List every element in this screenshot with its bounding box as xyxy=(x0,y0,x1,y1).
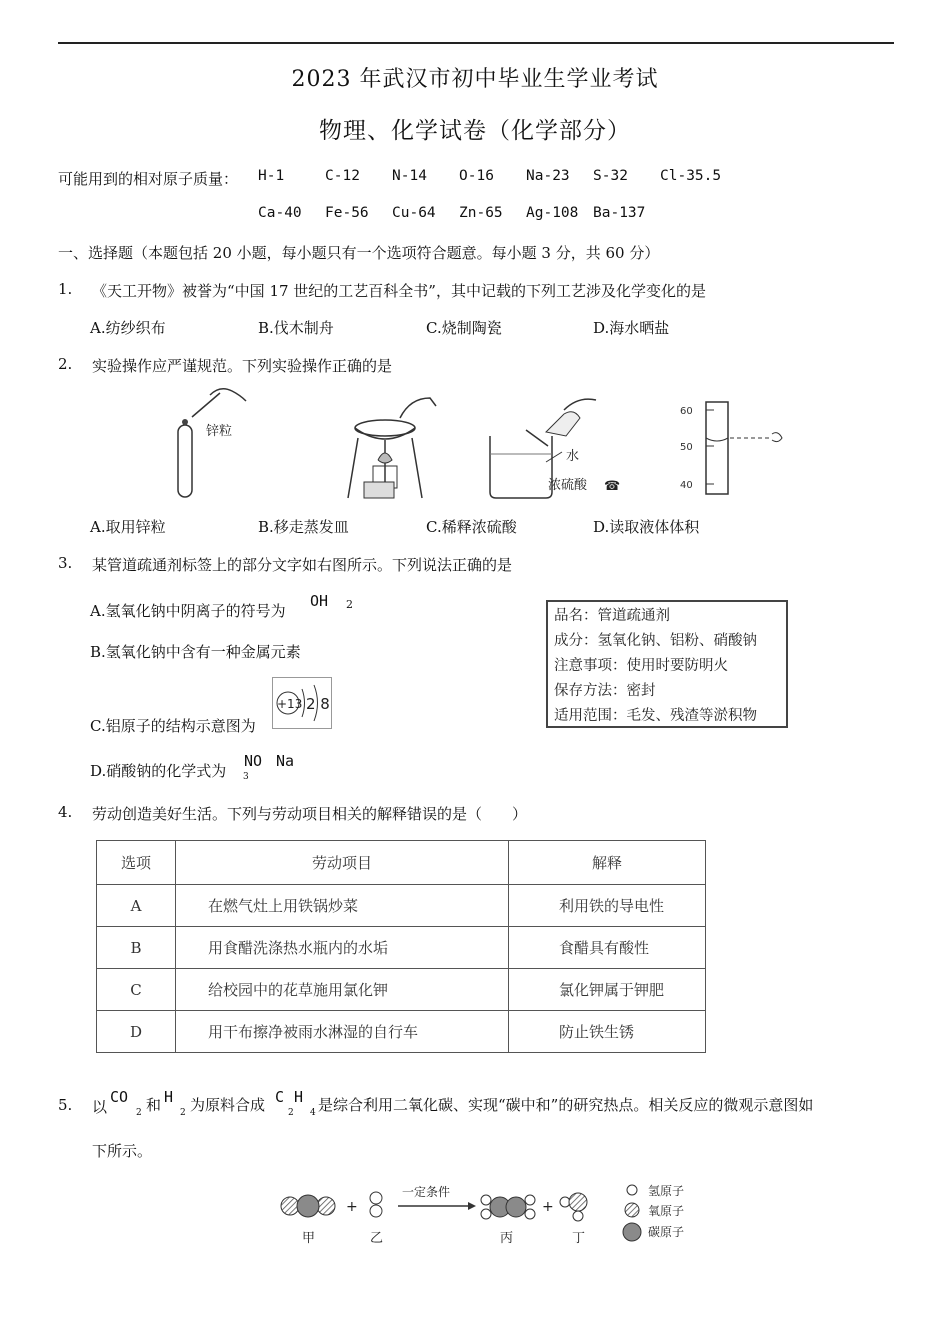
formula-c2h4-h: H xyxy=(294,1088,304,1106)
mass-zn: Zn-65 xyxy=(459,205,503,221)
label-yi: 乙 xyxy=(370,1231,384,1246)
q2-number: 2. xyxy=(58,355,73,373)
q3-option-c-text: C.铝原子的结构示意图为 xyxy=(90,717,256,735)
q2-option-b[interactable]: B.移走蒸发皿 xyxy=(258,518,349,536)
header-option: 选项 xyxy=(97,841,176,885)
q3-option-d[interactable] xyxy=(90,760,226,781)
label-jia: 甲 xyxy=(302,1231,316,1246)
formula-c2h4-sub2: 2 xyxy=(288,1108,294,1118)
q5-and: 和 xyxy=(146,1096,162,1114)
row-option: C xyxy=(97,969,176,1011)
label-bing: 丙 xyxy=(500,1231,514,1246)
formula-na: Na xyxy=(276,752,295,770)
aluminum-atom-diagram xyxy=(272,677,332,729)
q1-option-b[interactable]: B.伐木制舟 xyxy=(258,319,334,337)
mass-o: O-16 xyxy=(459,168,494,184)
formula-h2: H xyxy=(164,1088,174,1106)
table-row[interactable] xyxy=(97,885,706,927)
q4-stem: 劳动创造美好生活。下列与劳动项目相关的解释错误的是（ ） xyxy=(92,805,528,823)
formula-h2-sub: 2 xyxy=(180,1108,186,1118)
row-option: D xyxy=(97,1011,176,1053)
row-option: A xyxy=(97,885,176,927)
table-row[interactable] xyxy=(97,927,706,969)
mass-ba: Ba-137 xyxy=(593,205,646,221)
q3-option-b[interactable]: B.氢氧化钠中含有一种金属元素 xyxy=(90,643,301,661)
mass-h: H-1 xyxy=(258,168,285,184)
q3-option-a[interactable] xyxy=(90,600,286,621)
formula-oh-charge: 2 xyxy=(346,598,353,611)
svg-text:☎: ☎ xyxy=(604,479,621,494)
formula-c2h4-c: C xyxy=(275,1088,285,1106)
row-explanation: 利用铁的导电性 xyxy=(509,885,706,927)
acid-label: 浓硫酸 xyxy=(548,478,588,493)
row-explanation: 氯化钾属于钾肥 xyxy=(509,969,706,1011)
mass-ca: Ca-40 xyxy=(258,205,302,221)
q3-number: 3. xyxy=(58,554,73,572)
q1-option-d[interactable]: D.海水晒盐 xyxy=(593,319,670,337)
legend-hydrogen: 氢原子 xyxy=(648,1184,685,1198)
tick-50: 50 xyxy=(680,442,693,453)
product-label-box xyxy=(546,600,788,728)
plus-1: + xyxy=(346,1199,358,1215)
header-explanation: 解释 xyxy=(509,841,706,885)
reaction-diagram xyxy=(276,1176,706,1248)
row-project: 给校园中的花草施用氯化钾 xyxy=(176,969,509,1011)
exam-subtitle: 物理、化学试卷（化学部分） xyxy=(319,118,631,144)
mass-ag: Ag-108 xyxy=(526,205,579,221)
atomic-mass-label: 可能用到的相对原子质量： xyxy=(58,170,239,188)
mass-cu: Cu-64 xyxy=(392,205,436,221)
exam-title: 2023 年武汉市初中毕业生学业考试 xyxy=(291,67,659,92)
q4-number: 4. xyxy=(58,803,73,821)
label-line: 保存方法：密封 xyxy=(554,683,656,699)
q5-text-4: 下所示。 xyxy=(92,1142,153,1160)
mass-cl: Cl-35.5 xyxy=(660,168,722,184)
row-project: 用食醋洗涤热水瓶内的水垢 xyxy=(176,927,509,969)
mass-c: C-12 xyxy=(325,168,360,184)
q5-text-2: 为原料合成 xyxy=(190,1096,266,1114)
atom-shells: 2 8 xyxy=(306,695,330,713)
q3-stem: 某管道疏通剂标签上的部分文字如右图所示。下列说法正确的是 xyxy=(92,556,513,574)
q1-stem: 《天工开物》被誉为“中国 17 世纪的工艺百科全书”，其中记载的下列工艺涉及化学变化的是 xyxy=(92,282,706,300)
formula-no-sub: 3 xyxy=(243,772,249,782)
q1-option-a[interactable]: A.纺纱织布 xyxy=(90,319,166,337)
row-explanation: 食醋具有酸性 xyxy=(509,927,706,969)
formula-no: NO xyxy=(244,752,263,770)
q5-text-3: 是综合利用二氧化碳、实现“碳中和”的研究热点。相关反应的微观示意图如 xyxy=(318,1096,814,1114)
figure-read-volume xyxy=(676,398,786,498)
mass-fe: Fe-56 xyxy=(325,205,369,221)
mass-na: Na-23 xyxy=(526,168,570,184)
formula-oh: OH xyxy=(310,592,329,610)
zinc-label: 锌粒 xyxy=(206,424,233,439)
mass-n: N-14 xyxy=(392,168,427,184)
water-label: 水 xyxy=(566,449,580,464)
q3-option-d-text: D.硝酸钠的化学式为 xyxy=(90,762,227,780)
q2-stem: 实验操作应严谨规范。下列实验操作正确的是 xyxy=(92,357,393,375)
formula-co2-sub: 2 xyxy=(136,1108,142,1118)
top-rule xyxy=(58,42,894,44)
legend-carbon: 碳原子 xyxy=(648,1225,685,1239)
label-line: 注意事项：使用时要防明火 xyxy=(554,658,728,674)
legend-oxygen: 氧原子 xyxy=(648,1204,685,1218)
row-project: 在燃气灶上用铁锅炒菜 xyxy=(176,885,509,927)
table-header-row xyxy=(97,841,706,885)
q1-number: 1. xyxy=(58,280,73,298)
row-option: B xyxy=(97,927,176,969)
q5-number: 5. xyxy=(58,1096,73,1114)
q2-option-c[interactable]: C.稀释浓硫酸 xyxy=(426,518,517,536)
header-project: 劳动项目 xyxy=(176,841,509,885)
tick-60: 60 xyxy=(680,406,693,417)
q5-text-1: 以 xyxy=(92,1098,108,1116)
section-heading: 一、选择题（本题包括 20 小题，每小题只有一个选项符合题意。每小题 3 分，共 60 分） xyxy=(58,244,660,262)
q4-table xyxy=(96,840,706,1053)
mass-s: S-32 xyxy=(593,168,628,184)
row-project: 用干布擦净被雨水淋湿的自行车 xyxy=(176,1011,509,1053)
figure-move-dish xyxy=(340,390,440,500)
formula-c2h4-sub4: 4 xyxy=(310,1108,316,1118)
condition-label: 一定条件 xyxy=(402,1185,451,1199)
formula-co2: CO xyxy=(110,1088,129,1106)
row-explanation: 防止铁生锈 xyxy=(509,1011,706,1053)
label-line: 成分：氢氧化钠、铝粉、硝酸钠 xyxy=(554,633,757,649)
q3-option-c[interactable] xyxy=(90,715,256,736)
label-line: 适用范围：毛发、残渣等淤积物 xyxy=(554,708,757,724)
table-row[interactable] xyxy=(97,1011,706,1053)
q3-option-a-text: A.氢氧化钠中阴离子的符号为 xyxy=(90,602,286,620)
q2-option-a[interactable]: A.取用锌粒 xyxy=(90,518,166,536)
label-line: 品名：管道疏通剂 xyxy=(554,608,670,624)
q2-option-d[interactable]: D.读取液体体积 xyxy=(593,518,700,536)
q1-option-c[interactable]: C.烧制陶瓷 xyxy=(426,319,502,337)
table-row[interactable] xyxy=(97,969,706,1011)
plus-2: + xyxy=(542,1199,554,1215)
figure-dilute-acid xyxy=(486,392,626,500)
figure-take-zinc xyxy=(170,385,250,500)
atom-nucleus: +13 xyxy=(277,697,303,711)
label-ding: 丁 xyxy=(572,1231,586,1246)
tick-40: 40 xyxy=(680,480,693,491)
